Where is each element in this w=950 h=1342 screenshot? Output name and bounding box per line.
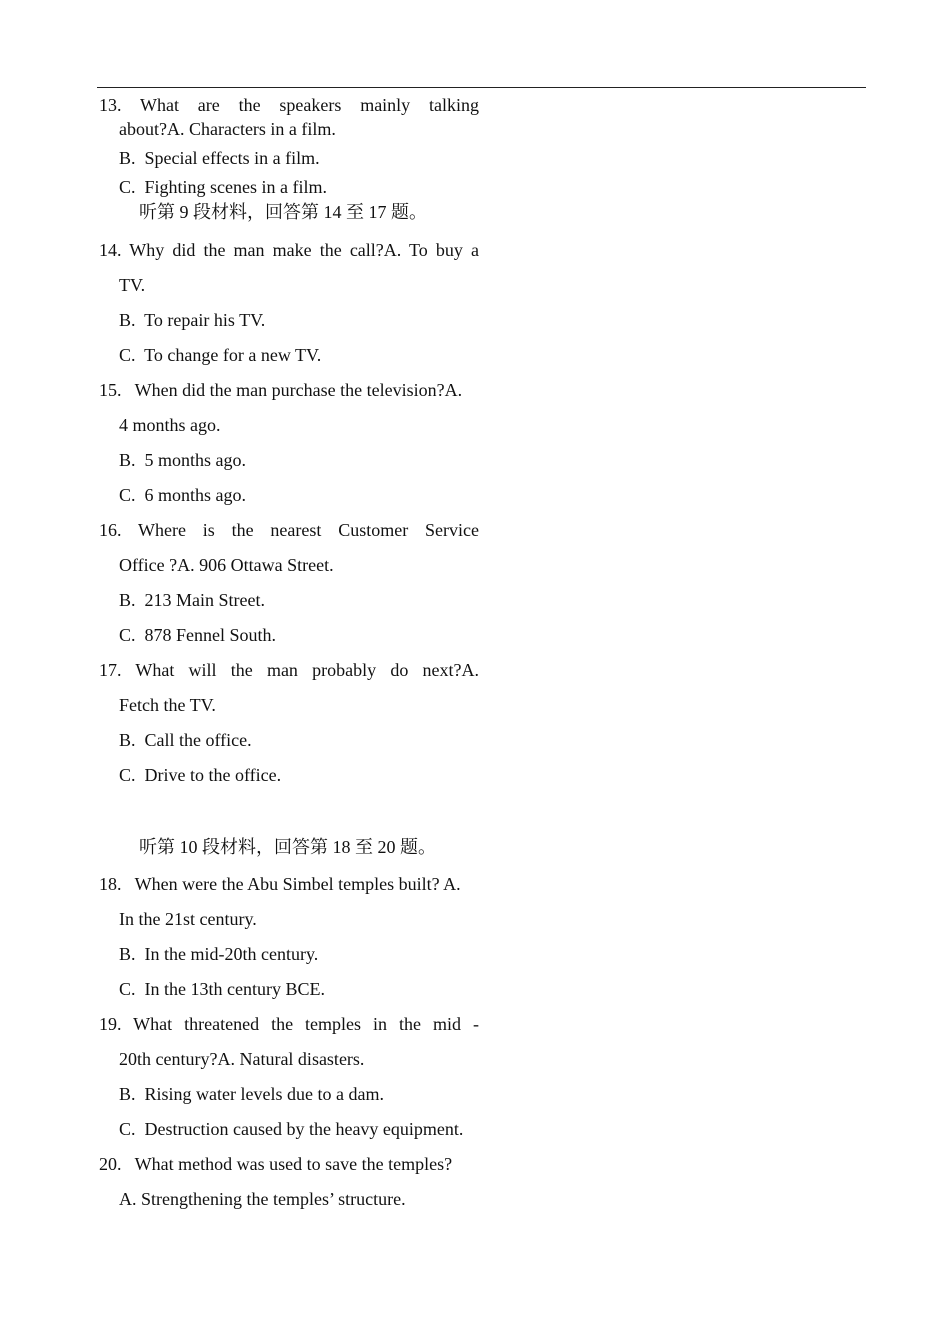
question-13-option-c: C. Fighting scenes in a film.: [119, 177, 327, 197]
question-18-option-c: C. In the 13th century BCE.: [119, 979, 325, 999]
question-17-option-c: C. Drive to the office.: [119, 765, 282, 785]
question-19-option-b: B. Rising water levels due to a dam.: [119, 1084, 384, 1104]
question-15-stem: 15. When did the man purchase the television?A.: [99, 380, 463, 400]
question-18-option-b: B. In the mid-20th century.: [119, 944, 319, 964]
question-16-option-b: B. 213 Main Street.: [119, 590, 265, 610]
question-14-option-c: C. To change for a new TV.: [119, 345, 322, 365]
question-20-option-a: A. Strengthening the temples’ structure.: [119, 1189, 406, 1209]
question-20-stem: 20. What method was used to save the temples?: [99, 1154, 453, 1174]
question-18-option-a: In the 21st century.: [119, 909, 257, 929]
question-17-stem: 17. What will the man probably do next?A.: [99, 660, 479, 680]
header-rule: [97, 87, 866, 88]
question-18-stem: 18. When were the Abu Simbel temples built? A.: [99, 874, 461, 894]
question-19-option-a: 20th century?A. Natural disasters.: [119, 1049, 365, 1069]
question-16-option-c: C. 878 Fennel South.: [119, 625, 277, 645]
question-13-option-b: B. Special effects in a film.: [119, 148, 320, 168]
question-17-option-b: B. Call the office.: [119, 730, 252, 750]
question-15-option-c: C. 6 months ago.: [119, 485, 247, 505]
question-14-option-b: B. To repair his TV.: [119, 310, 266, 330]
question-16-stem: 16. Where is the nearest Customer Service: [99, 520, 479, 540]
question-15-option-a: 4 months ago.: [119, 415, 221, 435]
question-16-option-a: Office ?A. 906 Ottawa Street.: [119, 555, 334, 575]
section-instruction-9: 听第 9 段材料，回答第 14 至 17 题。: [139, 202, 427, 222]
question-15-option-b: B. 5 months ago.: [119, 450, 247, 470]
question-19-stem: 19. What threatened the temples in the mid -: [99, 1014, 479, 1034]
question-14-option-a: TV.: [119, 275, 146, 295]
section-instruction-10: 听第 10 段材料，回答第 18 至 20 题。: [139, 837, 436, 857]
question-13-option-a: about?A. Characters in a film.: [119, 119, 336, 139]
question-13-stem: 13. What are the speakers mainly talking: [99, 95, 479, 115]
question-14-stem: 14. Why did the man make the call?A. To buy a: [99, 240, 479, 260]
question-17-option-a: Fetch the TV.: [119, 695, 216, 715]
question-19-option-c: C. Destruction caused by the heavy equipment.: [119, 1119, 464, 1139]
